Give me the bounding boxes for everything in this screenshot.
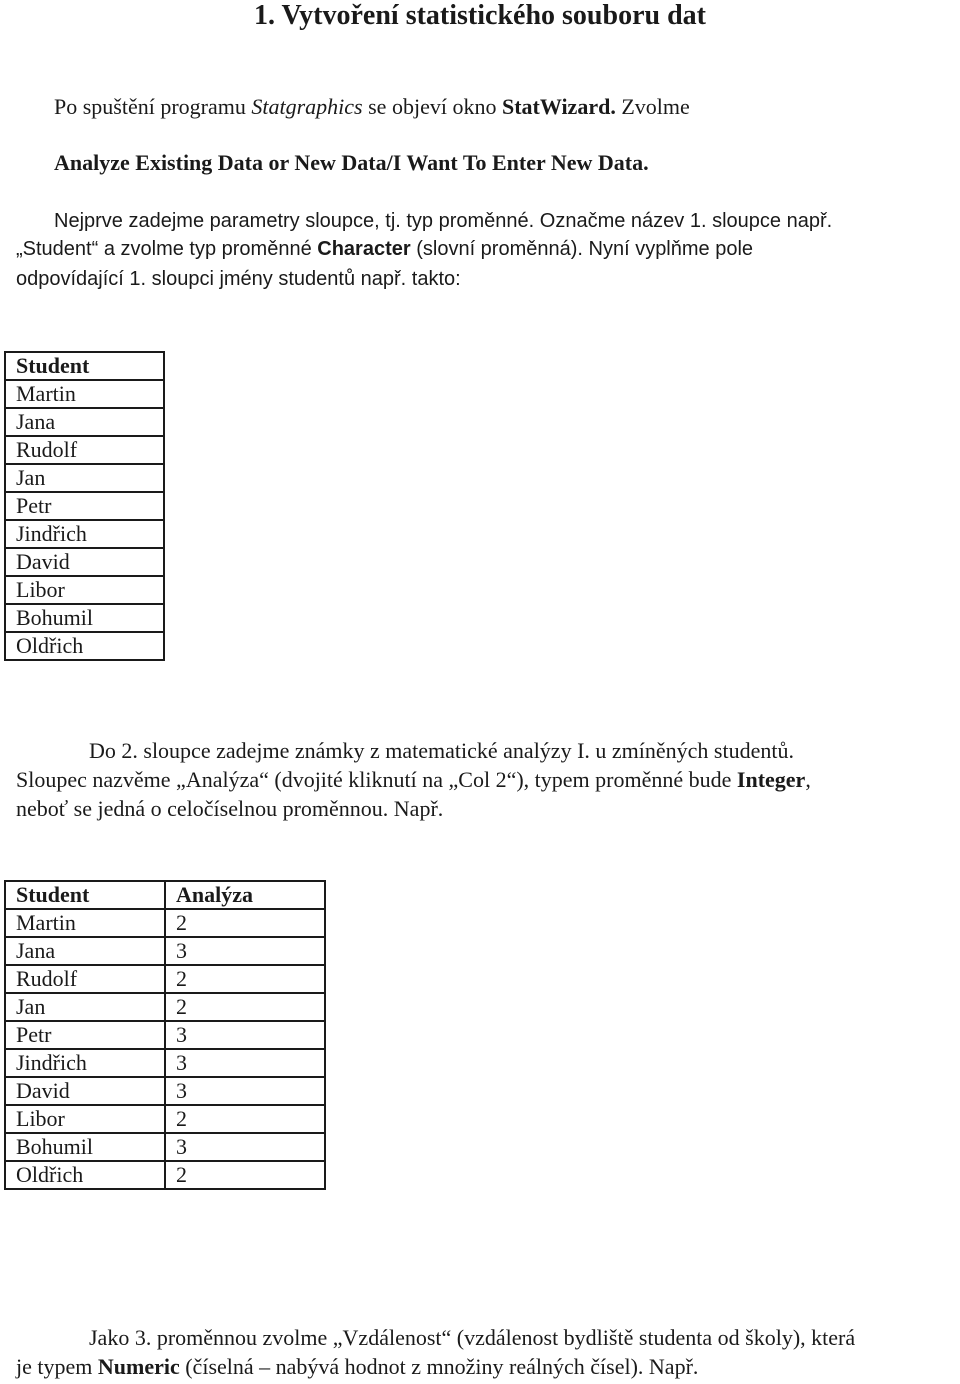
table-row xyxy=(5,576,164,604)
intro-text-c: se objeví okno xyxy=(362,94,502,119)
step1-text-2c: (slovní proměnná). Nyní vyplňme pole xyxy=(410,238,754,260)
intro-line-1 xyxy=(0,92,960,122)
step1-text-3: odpovídající 1. sloupci jmény studentů např. takto: xyxy=(16,268,461,290)
table-header-row xyxy=(5,352,164,380)
grade-cell: 3 xyxy=(165,1021,325,1049)
student-name-cell: Bohumil xyxy=(5,604,164,632)
student-name-cell: Martin xyxy=(5,909,165,937)
table-row xyxy=(5,1021,325,1049)
table-row xyxy=(5,1049,325,1077)
grade-cell: 3 xyxy=(165,1049,325,1077)
table-row xyxy=(5,548,164,576)
table-row xyxy=(5,604,164,632)
table-row xyxy=(5,464,164,492)
step2-text-3: neboť se jedná o celočíselnou proměnnou. Např. xyxy=(16,796,444,821)
step3-line-2 xyxy=(0,1352,960,1382)
step2-type-integer: Integer xyxy=(736,767,806,792)
student-name-cell: Jana xyxy=(5,937,165,965)
table-row xyxy=(5,436,164,464)
student-name-cell: Oldřich xyxy=(5,632,164,660)
student-name-cell: Bohumil xyxy=(5,1133,165,1161)
step3-text-1: Jako 3. proměnnou zvolme „Vzdálenost“ (vzdálenost bydliště studenta od školy), která xyxy=(89,1325,856,1350)
step3-text-2a: je typem xyxy=(16,1354,98,1379)
student-name-cell: Oldřich xyxy=(5,1161,165,1189)
intro-program-name: Statgraphics xyxy=(251,94,363,119)
step1-text-1: Nejprve zadejme parametry sloupce, tj. typ proměnné. Označme název 1. sloupce např. xyxy=(54,210,833,232)
step2-line-1 xyxy=(0,736,960,766)
table-row xyxy=(5,380,164,408)
table-row xyxy=(5,1077,325,1105)
table-row xyxy=(5,520,164,548)
intro-line-2 xyxy=(0,148,960,178)
column-header-student: Student xyxy=(5,881,165,909)
student-name-cell: Rudolf xyxy=(5,965,165,993)
step2-text-2c: , xyxy=(805,767,811,792)
table-row xyxy=(5,632,164,660)
table-row xyxy=(5,965,325,993)
intro-text-e: Zvolme xyxy=(615,94,690,119)
table-row xyxy=(5,1133,325,1161)
grade-cell: 2 xyxy=(165,1105,325,1133)
grade-cell: 3 xyxy=(165,1133,325,1161)
step2-line-3 xyxy=(0,794,960,824)
step1-text-2a: „Student“ a zvolme typ proměnné xyxy=(16,238,318,260)
intro-text-a: Po spuštění programu xyxy=(54,94,252,119)
grade-cell: 2 xyxy=(165,993,325,1021)
intro-menu-path: Analyze Existing Data or New Data/I Want To Enter New Data. xyxy=(54,150,649,175)
table-row xyxy=(5,1105,325,1133)
student-grade-table xyxy=(4,880,326,1190)
step1-line-3 xyxy=(0,264,960,294)
table-row xyxy=(5,408,164,436)
column-header-student: Student xyxy=(5,352,164,380)
student-name-cell: Jan xyxy=(5,993,165,1021)
page-title: 1. Vytvoření statistického souboru dat xyxy=(254,0,706,31)
student-name-cell: Jan xyxy=(5,464,164,492)
table-row xyxy=(5,937,325,965)
student-name-cell: Libor xyxy=(5,1105,165,1133)
step2-text-1: Do 2. sloupce zadejme známky z matematické analýzy I. u zmíněných studentů. xyxy=(89,738,794,763)
table-row xyxy=(5,1161,325,1189)
step3-line-1 xyxy=(0,1323,960,1353)
grade-cell: 3 xyxy=(165,1077,325,1105)
table-row xyxy=(5,993,325,1021)
intro-window-name: StatWizard. xyxy=(501,94,616,119)
step1-line-1 xyxy=(0,206,960,236)
grade-cell: 2 xyxy=(165,965,325,993)
step3-text-2c: (číselná – nabývá hodnot z množiny reálných čísel). Např. xyxy=(179,1354,699,1379)
student-name-cell: Martin xyxy=(5,380,164,408)
grade-cell: 3 xyxy=(165,937,325,965)
student-name-cell: Petr xyxy=(5,1021,165,1049)
student-name-cell: Petr xyxy=(5,492,164,520)
student-name-cell: Jindřich xyxy=(5,1049,165,1077)
table-row xyxy=(5,909,325,937)
step1-type-character: Character xyxy=(317,238,411,260)
grade-cell: 2 xyxy=(165,909,325,937)
student-name-cell: Jana xyxy=(5,408,164,436)
step3-type-numeric: Numeric xyxy=(97,1354,180,1379)
column-header-analyza: Analýza xyxy=(165,881,325,909)
step2-text-2a: Sloupec nazvěme „Analýza“ (dvojité kliknutí na „Col 2“), typem proměnné bude xyxy=(16,767,737,792)
table-row xyxy=(5,492,164,520)
student-table xyxy=(4,351,165,661)
step1-line-2 xyxy=(0,234,960,264)
step2-line-2 xyxy=(0,765,960,795)
student-name-cell: Jindřich xyxy=(5,520,164,548)
student-name-cell: Rudolf xyxy=(5,436,164,464)
student-name-cell: David xyxy=(5,548,164,576)
grade-cell: 2 xyxy=(165,1161,325,1189)
student-name-cell: Libor xyxy=(5,576,164,604)
table-header-row xyxy=(5,881,325,909)
student-name-cell: David xyxy=(5,1077,165,1105)
